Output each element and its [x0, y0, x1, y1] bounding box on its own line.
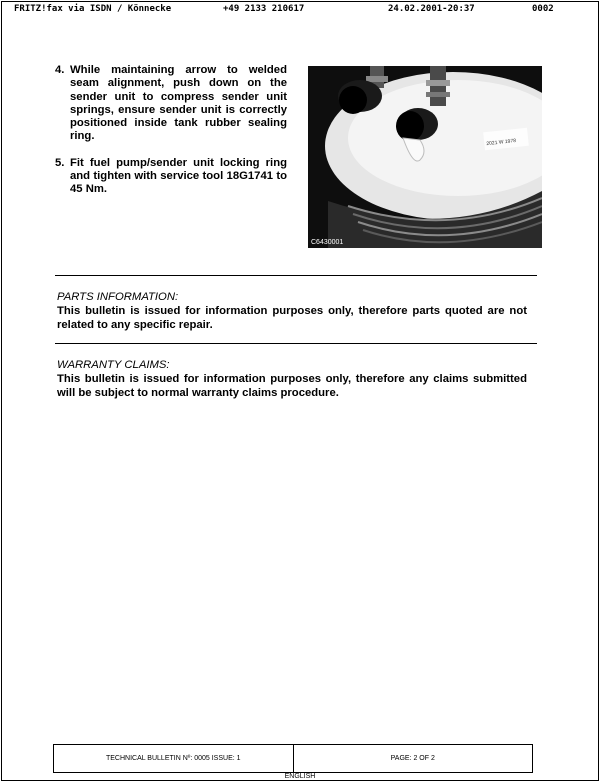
- step-text: While maintaining arrow to welded seam alignment, push down on the sender unit to compress sender unit springs, ensure sender unit is correctly positioned inside tank rubber sealing ring.: [70, 64, 287, 143]
- photo-label-text: 2021 W 1978: [486, 137, 517, 148]
- footer-bulletin-number: TECHNICAL BULLETIN Nº: 0005 ISSUE: 1: [105, 755, 241, 762]
- step-number: 5.: [55, 156, 65, 169]
- parts-information-heading: PARTS INFORMATION:: [57, 291, 179, 303]
- fax-datetime: 24.02.2001-20:37: [388, 4, 475, 14]
- warranty-claims-section: [57, 359, 527, 400]
- divider: [55, 275, 537, 276]
- fuel-sender-unit-photo: [308, 66, 542, 248]
- fax-phone: +49 2133 210617: [223, 4, 305, 14]
- fax-page-number: 0002: [532, 4, 554, 14]
- photo-code: C6430001: [311, 239, 344, 246]
- step-4: [55, 64, 287, 144]
- warranty-claims-body: This bulletin is issued for information purposes only, therefore any claims submitted will be subject to normal warranty claims procedure.: [57, 373, 527, 399]
- step-5: [55, 157, 287, 197]
- footer-language: ENGLISH: [284, 773, 316, 780]
- warranty-claims-heading: WARRANTY CLAIMS:: [57, 359, 170, 371]
- fax-sender: FRITZ!fax via ISDN / Könnecke: [14, 4, 172, 14]
- footer-page: PAGE: 2 OF 2: [293, 745, 533, 772]
- parts-information-section: [57, 291, 527, 332]
- divider: [55, 343, 537, 344]
- step-number: 4.: [55, 64, 65, 76]
- bulletin-footer: [53, 744, 533, 773]
- fax-header: [0, 4, 600, 18]
- procedure-steps: [55, 64, 287, 210]
- parts-information-body: This bulletin is issued for information purposes only, therefore parts quoted are not related to any specific repair.: [57, 305, 527, 331]
- step-text: Fit fuel pump/sender unit locking ring and tighten with service tool 18G1741 to 45 Nm.: [70, 156, 287, 196]
- photo-illustration: [308, 66, 542, 248]
